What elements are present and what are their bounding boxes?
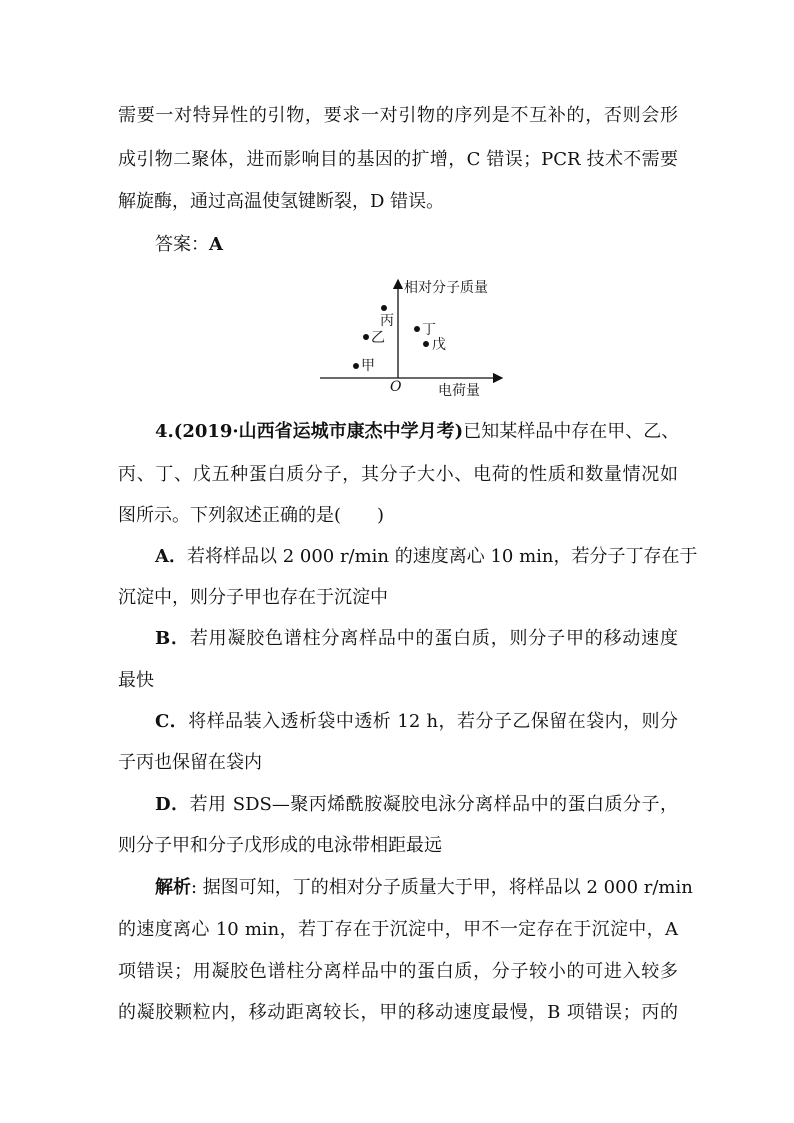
option-d-continuation: 则分子甲和分子戊形成的电泳带相距最远 [118, 835, 442, 856]
option-d-text: 若用 SDS—聚丙烯酰胺凝胶电泳分离样品中的蛋白质分子， [189, 794, 678, 815]
point-bing-label: 丙 [380, 313, 394, 329]
question-text: 已知某样品中存在甲、乙、 [463, 421, 680, 442]
origin-label: O [390, 379, 402, 395]
answer-value: A [209, 234, 223, 255]
point-jia-dot [353, 363, 359, 369]
y-axis-label: 相对分子质量 [404, 280, 488, 296]
question-line: 丙、丁、戊五种蛋白质分子，其分子大小、电荷的性质和数量情况如 [118, 464, 678, 485]
option-b-continuation: 最快 [118, 670, 154, 691]
paragraph-line: 成引物二聚体，进而影响目的基因的扩增，C 错误；PCR 技术不需要 [118, 149, 678, 170]
analysis-line: 项错误；用凝胶色谱柱分离样品中的蛋白质，分子较小的可进入较多 [118, 961, 678, 982]
point-wu-dot [423, 341, 429, 347]
question-number: 4. [155, 421, 174, 442]
point-yi-dot [363, 334, 369, 340]
point-wu-label: 戊 [432, 337, 446, 353]
answer-line [155, 233, 678, 257]
analysis-line [155, 876, 693, 900]
answer-label: 答案： [155, 234, 209, 255]
point-ding-label: 丁 [422, 322, 436, 338]
option-c [155, 710, 678, 734]
option-b [155, 627, 678, 651]
option-b-letter: B． [155, 628, 190, 649]
option-d-letter: D． [155, 794, 190, 815]
option-a-letter: A． [155, 546, 187, 567]
charge-mass-figure [316, 276, 506, 402]
paragraph-line: 需要一对特异性的引物，要求一对引物的序列是不互补的，否则会形 [118, 105, 678, 126]
option-b-text: 若用凝胶色谱柱分离样品中的蛋白质，则分子甲的移动速度 [189, 628, 678, 649]
question-line: 图所示。下列叙述正确的是( ) [118, 505, 385, 526]
option-a-text: 若将样品以 2 000 r/min 的速度离心 10 min，若分子丁存在于 [186, 546, 698, 567]
x-axis-label: 电荷量 [438, 383, 480, 399]
option-a [155, 545, 698, 569]
point-jia-label: 甲 [361, 358, 375, 374]
analysis-text: : 据图可知，丁的相对分子质量大于甲，将样品以 2 000 r/min [191, 877, 693, 898]
option-a-continuation: 沉淀中，则分子甲也存在于沉淀中 [118, 587, 388, 608]
question-source: (2019·山西省运城市康杰中学月考) [173, 421, 464, 442]
option-c-text: 将样品装入透析袋中透析 12 h，若分子乙保留在袋内，则分 [188, 711, 678, 732]
question-line [155, 420, 678, 444]
option-c-continuation: 子丙也保留在袋内 [118, 752, 262, 773]
option-d [155, 793, 678, 817]
point-bing-dot [381, 305, 387, 311]
point-ding-dot [414, 326, 420, 332]
option-c-letter: C． [155, 711, 189, 732]
paragraph-line: 解旋酶，通过高温使氢键断裂，D 错误。 [118, 191, 445, 212]
point-yi-label: 乙 [371, 330, 385, 346]
analysis-line: 的凝胶颗粒内，移动距离较长，甲的移动速度最慢，B 项错误；丙的 [118, 1002, 678, 1023]
analysis-line: 的速度离心 10 min，若丁存在于沉淀中，甲不一定存在于沉淀中，A [118, 919, 678, 940]
analysis-label: 解析 [155, 877, 191, 898]
